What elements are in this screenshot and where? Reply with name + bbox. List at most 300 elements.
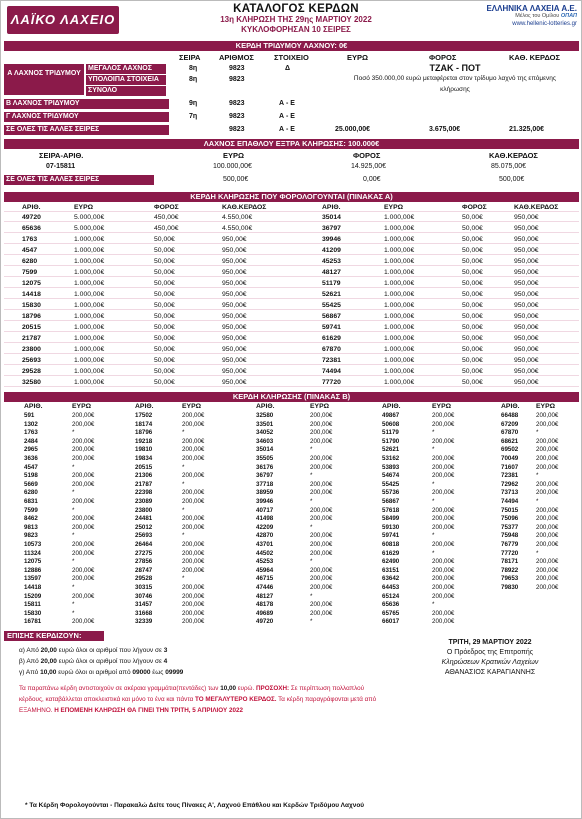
- extra-kath: 85.075,00€: [491, 163, 527, 170]
- note-1e: Σε περίπτωση πολλαπλού: [290, 685, 365, 692]
- a-seira: 8η: [189, 65, 198, 72]
- also-line-c: [19, 667, 183, 678]
- table-cell: 1.000,00€: [384, 368, 415, 375]
- table-cell: 200,00€: [536, 558, 559, 566]
- g-seira: 7η: [189, 113, 198, 120]
- table-cell: 11324: [24, 549, 41, 557]
- note-line-2: [19, 694, 429, 705]
- header-titles: [141, 3, 451, 35]
- table-cell: 50,00€: [462, 280, 483, 287]
- table-cell: 200,00€: [536, 489, 559, 497]
- table-cell: 1.000,00€: [384, 269, 415, 276]
- also-a-digit: 3: [163, 647, 168, 654]
- table-cell: 47446: [256, 584, 274, 591]
- table-cell: 200,00€: [536, 412, 559, 419]
- table-cell: 950,00€: [514, 247, 539, 254]
- extra-col-foros: ΦΟΡΟΣ: [353, 151, 381, 160]
- table-cell: 61629: [382, 549, 400, 557]
- also-c-to: 09999: [165, 669, 184, 676]
- table-cell: 950,00€: [222, 379, 247, 386]
- page-title: ΚΑΤΑΛΟΓΟΣ ΚΕΡΔΩΝ: [233, 3, 359, 15]
- table-cell: 200,00€: [536, 463, 559, 471]
- table-cell: 950,00€: [514, 280, 539, 287]
- table-cell: 50,00€: [462, 357, 483, 364]
- table-cell: 200,00€: [182, 412, 205, 419]
- table-cell: 72381: [501, 472, 519, 480]
- extra-other-kath: 500,00€: [499, 176, 525, 183]
- table-cell: 950,00€: [514, 269, 539, 276]
- table-cell: *: [182, 575, 185, 583]
- table-cell: 200,00€: [182, 446, 205, 454]
- table-cell: 200,00€: [432, 558, 455, 566]
- table-row: [4, 367, 579, 376]
- table-cell: *: [432, 480, 435, 488]
- table-cell: 200,00€: [182, 420, 205, 428]
- table-cell: 44502: [256, 549, 274, 557]
- also-b-amount: 20,00: [40, 658, 57, 665]
- tableB-col-header: ΕΥΡΩ: [310, 403, 330, 410]
- table-cell: 75096: [501, 515, 519, 523]
- table-cell: 200,00€: [536, 480, 559, 488]
- table-cell: 55736: [382, 489, 400, 497]
- table-cell: 50,00€: [462, 236, 483, 243]
- table-cell: 23800: [22, 346, 41, 353]
- table-cell: 14418: [22, 291, 41, 298]
- table-cell: 50,00€: [154, 302, 175, 309]
- table-cell: 200,00€: [72, 549, 95, 557]
- col-arithmos: ΑΡΙΘΜΟΣ: [219, 53, 254, 62]
- table-cell: *: [310, 446, 313, 454]
- table-cell: 50,00€: [462, 214, 483, 221]
- table-cell: 1.000,00€: [384, 225, 415, 232]
- table-cell: 4.550,00€: [222, 214, 253, 221]
- table-cell: 950,00€: [514, 346, 539, 353]
- col-stoixeio: ΣΤΟΙΧΕΙΟ: [274, 53, 309, 62]
- table-cell: *: [72, 463, 75, 471]
- note-3b: Η ΕΠΟΜΕΝΗ ΚΛΗΡΩΣΗ ΘΑ ΓΙΝΕΙ ΤΗΝ ΤΡΙΤΗ, 5 ΑΠΡΙΛΙΟΥ 2022: [54, 707, 243, 714]
- table-cell: 20515: [135, 463, 153, 471]
- table-cell: 200,00€: [432, 566, 455, 574]
- table-cell: 200,00€: [310, 420, 333, 428]
- table-cell: 27275: [135, 549, 153, 557]
- table-cell: 51790: [382, 437, 400, 445]
- table-cell: 12075: [22, 280, 41, 287]
- table-cell: 33501: [256, 420, 274, 428]
- note-1a: Τα παραπάνω κέρδη αντιστοιχούν σε ακέραια γραμμάτια(πεντάδες) των: [19, 685, 219, 692]
- table-cell: 61629: [322, 335, 341, 342]
- table-cell: 50,00€: [154, 291, 175, 298]
- extra-other-eyro: 500,00€: [223, 176, 249, 183]
- table-cell: 450,00€: [154, 225, 179, 232]
- table-cell: 18796: [135, 429, 153, 437]
- table-cell: 950,00€: [222, 324, 247, 331]
- table-cell: 200,00€: [182, 489, 205, 497]
- website-link[interactable]: www.hellenic-lotteries.gr: [512, 21, 577, 27]
- table-cell: 200,00€: [310, 455, 333, 462]
- tableB-col-header: ΑΡΙΘ.: [501, 403, 520, 410]
- table-cell: 26464: [135, 541, 153, 548]
- table-cell: 1.000,00€: [384, 324, 415, 331]
- tableA-col-header: ΑΡΙΘ.: [22, 204, 41, 211]
- table-cell: 43701: [256, 541, 274, 548]
- tableB-col-header: ΑΡΙΘ.: [24, 403, 43, 410]
- note-line-3: [19, 705, 429, 716]
- a2-seira: 8η: [189, 76, 198, 83]
- table-cell: *: [432, 446, 435, 454]
- table-cell: *: [432, 549, 435, 557]
- also-c-from: 09000: [132, 669, 151, 676]
- extra-col-kath: ΚΑΘ.ΚΕΡΔΟΣ: [489, 151, 538, 160]
- table-cell: 15209: [24, 592, 42, 600]
- table-cell: 200,00€: [310, 515, 333, 523]
- table-cell: 49720: [256, 618, 274, 626]
- table-cell: *: [72, 429, 75, 437]
- table-cell: 65124: [382, 592, 400, 600]
- table-cell: 50,00€: [462, 368, 483, 375]
- table-cell: 950,00€: [222, 236, 247, 243]
- table-cell: 50608: [382, 420, 400, 428]
- table-cell: 49720: [22, 214, 41, 221]
- table-row: [4, 246, 579, 255]
- table-cell: 48127: [256, 592, 274, 600]
- table-cell: *: [432, 601, 435, 609]
- table-cell: *: [72, 558, 75, 566]
- table-cell: 200,00€: [536, 523, 559, 531]
- o-stoixeio: Α - Ε: [279, 126, 295, 133]
- tableB-col-header: ΑΡΙΘ.: [135, 403, 154, 410]
- table-cell: 200,00€: [310, 609, 333, 617]
- a-arithmos: 9823: [229, 65, 245, 72]
- table-cell: *: [72, 609, 75, 617]
- table-cell: 200,00€: [432, 420, 455, 428]
- table-cell: 74494: [322, 368, 341, 375]
- table-cell: 51179: [322, 280, 341, 287]
- table-cell: 35014: [322, 214, 341, 221]
- table-row: [4, 213, 579, 222]
- table-cell: 200,00€: [310, 489, 333, 497]
- table-cell: 23800: [135, 506, 153, 514]
- table-cell: 78171: [501, 558, 519, 566]
- table-cell: 23089: [135, 498, 153, 505]
- table-cell: 200,00€: [182, 549, 205, 557]
- table-cell: 50,00€: [462, 269, 483, 276]
- table-cell: 7599: [22, 269, 38, 276]
- tableA-col-header: ΕΥΡΩ: [74, 204, 94, 211]
- table-cell: *: [536, 498, 539, 505]
- table-cell: 950,00€: [514, 313, 539, 320]
- also-line-b: [19, 656, 167, 667]
- table-cell: 950,00€: [514, 357, 539, 364]
- table-cell: 200,00€: [432, 584, 455, 591]
- table-cell: 16781: [24, 618, 42, 626]
- table-cell: 27856: [135, 558, 153, 566]
- also-win-title: ΕΠΙΣΗΣ ΚΕΡΔΙΖΟΥΝ:: [4, 631, 104, 641]
- table-row: [4, 356, 579, 365]
- table-cell: 38959: [256, 489, 274, 497]
- table-cell: 950,00€: [222, 346, 247, 353]
- table-cell: 1.000,00€: [74, 379, 105, 386]
- also-c-to-word: έως: [152, 669, 164, 676]
- table-cell: 50,00€: [154, 258, 175, 265]
- table-cell: 1.000,00€: [74, 313, 105, 320]
- table-cell: 15830: [22, 302, 41, 309]
- also-c-text: ευρώ όλοι οι αριθμοί από: [58, 669, 131, 676]
- table-cell: 1.000,00€: [384, 214, 415, 221]
- tableA: [4, 203, 579, 389]
- tableB-col-header: ΕΥΡΩ: [432, 403, 452, 410]
- table-cell: 66488: [501, 412, 519, 419]
- table-cell: 950,00€: [514, 214, 539, 221]
- also-a-prefix: α) Από: [19, 647, 39, 654]
- extra-number: 07-15811: [46, 163, 76, 170]
- also-a-text: ευρώ όλοι οι αριθμοί που λήγουν σε: [58, 647, 162, 654]
- table-cell: 200,00€: [310, 549, 333, 557]
- table-cell: 1.000,00€: [74, 346, 105, 353]
- table-cell: 12075: [24, 558, 42, 566]
- table-cell: *: [182, 463, 185, 471]
- table-cell: 21787: [135, 480, 153, 488]
- table-cell: 35505: [256, 455, 274, 462]
- table-cell: 950,00€: [514, 379, 539, 386]
- table-cell: 50,00€: [154, 247, 175, 254]
- table-cell: 32339: [135, 618, 153, 626]
- table-cell: 76779: [501, 541, 519, 548]
- tableB-col-header: ΕΥΡΩ: [536, 403, 556, 410]
- table-cell: 37718: [256, 480, 274, 488]
- table-cell: 7599: [24, 506, 38, 514]
- table-cell: 200,00€: [536, 575, 559, 583]
- table-cell: 6280: [22, 258, 38, 265]
- table-cell: 200,00€: [536, 584, 559, 591]
- a-lachnos-label: Α ΛΑΧΝΟΣ ΤΡΙΔΥΜΟΥ: [4, 64, 84, 95]
- table-cell: *: [432, 498, 435, 505]
- table-cell: 1.000,00€: [384, 247, 415, 254]
- table-cell: 39946: [256, 498, 274, 505]
- note-1b: 10,00: [220, 685, 236, 692]
- table-cell: 1.000,00€: [384, 280, 415, 287]
- table-cell: 9813: [24, 523, 38, 531]
- table-cell: 5669: [24, 480, 38, 488]
- member-line: [437, 13, 577, 19]
- table-cell: 200,00€: [310, 601, 333, 609]
- extra-other-foros: 0,00€: [363, 176, 381, 183]
- table-cell: 200,00€: [182, 437, 205, 445]
- table-cell: 200,00€: [432, 592, 455, 600]
- table-row: [4, 334, 579, 343]
- table-cell: 56867: [322, 313, 341, 320]
- table-cell: 50,00€: [462, 225, 483, 232]
- tableB-col-header: ΑΡΙΘ.: [256, 403, 275, 410]
- table-cell: 200,00€: [432, 463, 455, 471]
- tableB: [4, 403, 579, 629]
- table-cell: 200,00€: [310, 566, 333, 574]
- also-line-a: [19, 645, 167, 656]
- table-cell: 67870: [322, 346, 341, 353]
- table-cell: 1.000,00€: [74, 324, 105, 331]
- table-cell: 9823: [24, 532, 38, 540]
- table-row: [4, 312, 579, 321]
- table-cell: 1302: [24, 420, 38, 428]
- note-2c: Τα κέρδη παραγράφονται μετά από: [278, 696, 377, 703]
- table-cell: 39946: [322, 236, 341, 243]
- table-cell: 30746: [135, 592, 153, 600]
- table-cell: 50,00€: [154, 280, 175, 287]
- table-cell: 1.000,00€: [74, 335, 105, 342]
- table-cell: 75015: [501, 506, 519, 514]
- table-cell: *: [72, 532, 75, 540]
- table-cell: 200,00€: [432, 618, 455, 626]
- tableA-bar: ΚΕΡΔΗ ΚΛΗΡΩΣΗΣ ΠΟΥ ΦΟΡΟΛΟΓΟΥΝΤΑΙ (ΠΙΝΑΚΑΣ Α): [4, 192, 579, 202]
- table-cell: 75948: [501, 532, 519, 540]
- table-cell: 1.000,00€: [384, 313, 415, 320]
- sub-megalos: ΜΕΓΑΛΟΣ ΛΑΧΝΟΣ: [86, 64, 166, 74]
- table-cell: 200,00€: [182, 523, 205, 531]
- also-c-prefix: γ) Από: [19, 669, 39, 676]
- table-cell: 10573: [24, 541, 42, 548]
- table-cell: 73713: [501, 489, 519, 497]
- b-seira: 9η: [189, 100, 198, 107]
- table-cell: 70049: [501, 455, 519, 462]
- table-cell: 4.550,00€: [222, 225, 253, 232]
- table-cell: 1.000,00€: [74, 368, 105, 375]
- table-cell: *: [536, 549, 539, 557]
- table-cell: 1.000,00€: [384, 357, 415, 364]
- table-cell: 200,00€: [72, 480, 95, 488]
- tableA-col-header: ΚΑΘ.ΚΕΡΔΟΣ: [514, 204, 559, 211]
- table-row: [4, 378, 579, 387]
- table-row: [4, 257, 579, 266]
- tableA-header: [4, 203, 579, 212]
- table-cell: 200,00€: [536, 532, 559, 540]
- table-cell: 200,00€: [536, 437, 559, 445]
- tableA-col-header: ΑΡΙΘ.: [322, 204, 341, 211]
- tableA-col-header: ΦΟΡΟΣ: [462, 204, 487, 211]
- table-row: [4, 279, 579, 288]
- table-cell: *: [310, 498, 313, 505]
- table-cell: 950,00€: [222, 247, 247, 254]
- table-cell: 51179: [382, 429, 399, 437]
- table-cell: 200,00€: [536, 566, 559, 574]
- table-cell: *: [432, 532, 435, 540]
- table-cell: 63642: [382, 575, 400, 583]
- table-cell: 50,00€: [462, 247, 483, 254]
- sign-name: ΑΘΑΝΑΣΙΟΣ ΚΑΡΑΓΙΑΝΝΗΣ: [444, 669, 536, 676]
- table-cell: 15830: [24, 609, 42, 617]
- table-cell: 68621: [501, 437, 519, 445]
- table-cell: 200,00€: [72, 592, 95, 600]
- signature-block: [401, 638, 579, 678]
- table-cell: 1.000,00€: [384, 258, 415, 265]
- table-cell: 18796: [22, 313, 41, 320]
- table-cell: 200,00€: [310, 532, 333, 540]
- table-cell: 950,00€: [514, 236, 539, 243]
- table-cell: 6280: [24, 489, 38, 497]
- table-cell: 950,00€: [222, 258, 247, 265]
- table-cell: 200,00€: [182, 498, 205, 505]
- extra-col-eyro: ΕΥΡΩ: [223, 151, 245, 160]
- table-cell: 200,00€: [310, 584, 333, 591]
- table-cell: 8462: [24, 515, 38, 523]
- table-cell: 49689: [256, 609, 274, 617]
- table-cell: 19834: [135, 455, 153, 462]
- also-b-text: ευρώ όλοι οι αριθμοί που λήγουν σε: [58, 658, 162, 665]
- sign-date: ΤΡΙΤΗ, 29 ΜΑΡΤΙΟΥ 2022: [448, 639, 532, 646]
- table-cell: 1.000,00€: [74, 291, 105, 298]
- table-cell: 950,00€: [222, 302, 247, 309]
- table-cell: *: [310, 592, 313, 600]
- table-cell: 5.000,00€: [74, 225, 105, 232]
- table-cell: *: [182, 480, 185, 488]
- table-cell: 50,00€: [154, 357, 175, 364]
- table-cell: *: [182, 506, 185, 514]
- table-row: [4, 235, 579, 244]
- company-name: ΕΛΛΗΝΙΚΑ ΛΑΧΕΙΑ Α.Ε.: [486, 4, 577, 13]
- table-cell: 59741: [322, 324, 341, 331]
- table-cell: 45253: [322, 258, 341, 265]
- table-cell: *: [310, 558, 313, 566]
- table-cell: 200,00€: [182, 566, 205, 574]
- col-eyro: ΕΥΡΩ: [347, 53, 369, 62]
- table-row: [4, 290, 579, 299]
- table-cell: 200,00€: [72, 412, 95, 419]
- table-row: [4, 301, 579, 310]
- table-cell: 63151: [382, 566, 400, 574]
- table-cell: *: [310, 618, 313, 626]
- table-cell: 29528: [22, 368, 41, 375]
- table-cell: 200,00€: [72, 446, 95, 454]
- table-cell: 64453: [382, 584, 400, 591]
- table-cell: 3636: [24, 455, 38, 462]
- table-cell: 13597: [24, 575, 42, 583]
- table-cell: 53162: [382, 455, 400, 462]
- table-cell: 200,00€: [432, 515, 455, 523]
- table-cell: 200,00€: [432, 455, 455, 462]
- table-cell: *: [536, 472, 539, 480]
- table-cell: 1.000,00€: [384, 236, 415, 243]
- table-cell: 12886: [24, 566, 42, 574]
- company-brand: [437, 4, 577, 27]
- table-cell: *: [536, 429, 539, 437]
- a2-arithmos: 9823: [229, 76, 245, 83]
- table-cell: 591: [24, 412, 35, 419]
- note-3a: ΕΞΑΜΗΝΟ.: [19, 707, 53, 714]
- also-a-amount: 20,00: [40, 647, 57, 654]
- sign-committee: Κληρώσεων Κρατικών Λαχείων: [441, 659, 539, 666]
- table-cell: 200,00€: [72, 541, 95, 548]
- table-row: [4, 224, 579, 233]
- table-cell: 56867: [382, 498, 400, 505]
- table-cell: 200,00€: [432, 506, 455, 514]
- table-cell: 65636: [22, 225, 41, 232]
- table-cell: 200,00€: [432, 541, 455, 548]
- table-cell: 59741: [382, 532, 400, 540]
- table-cell: 50,00€: [462, 335, 483, 342]
- tableA-col-header: ΚΑΘ.ΚΕΡΔΟΣ: [222, 204, 267, 211]
- table-cell: *: [310, 472, 313, 480]
- table-cell: 49867: [382, 412, 400, 419]
- table-cell: 18174: [135, 420, 153, 428]
- table-cell: 950,00€: [222, 357, 247, 364]
- table-cell: 50,00€: [462, 291, 483, 298]
- table-cell: 57618: [382, 506, 400, 514]
- jackpot-text: Ποσό 350.000,00 ευρώ μεταφέρεται στον τρίδυμο λαχνό της επόμενης κλήρωσης: [353, 75, 557, 93]
- extra-eyro: 100.000,00€: [213, 163, 252, 170]
- col-seira: ΣΕΙΡΑ: [179, 53, 201, 62]
- extra-other-label: ΣΕ ΟΛΕΣ ΤΙΣ ΑΛΛΕΣ ΣΕΙΡΕΣ: [4, 175, 154, 185]
- table-cell: 450,00€: [154, 214, 179, 221]
- table-cell: 200,00€: [182, 618, 205, 626]
- table-cell: 46715: [256, 575, 274, 583]
